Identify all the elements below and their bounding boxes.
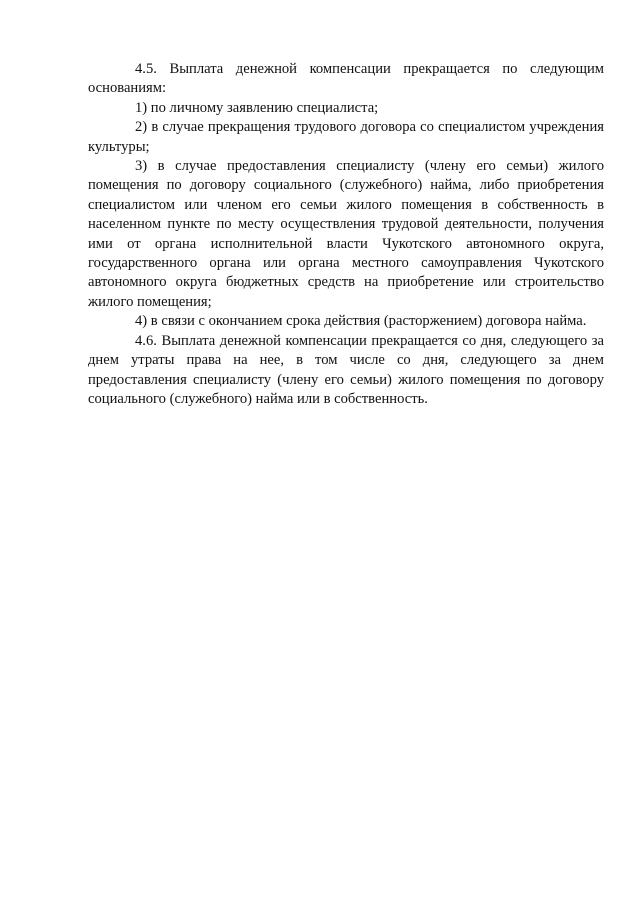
list-item-3: 3) в случае предоставления специалисту (члену его семьи) жилого помещения по договору социального (служебного) найма, либо приобретения специалистом или членом его семьи жилого помещения в собственность в населенном пункте по месту осуществления трудовой деятельности, получения ими от органа исполнительной власти Чукотского автономного округа, государственного органа или органа местного самоуправления Чукотского автономного округа бюджетных средств на приобретение или строительство жилого помещения; bbox=[88, 158, 604, 310]
list-item-4: 4) в связи с окончанием срока действия (расторжением) договора найма. bbox=[135, 313, 587, 330]
list-item-2: 2) в случае прекращения трудового договора со специалистом учреждения культуры; bbox=[88, 119, 604, 155]
list-item-1: 1) по личному заявлению специалиста; bbox=[135, 99, 379, 116]
document-page bbox=[88, 60, 604, 409]
paragraph-4-6: 4.6. Выплата денежной компенсации прекращается со дня, следующего за днем утраты права на нее, в том числе со дня, следующего за днем предоставления специалисту (члену его семьи) жилого помещения по договору социального (служебного) найма или в собственность. bbox=[88, 332, 604, 407]
paragraph-4-5: 4.5. Выплата денежной компенсации прекращается по следующим основаниям: bbox=[88, 61, 604, 97]
